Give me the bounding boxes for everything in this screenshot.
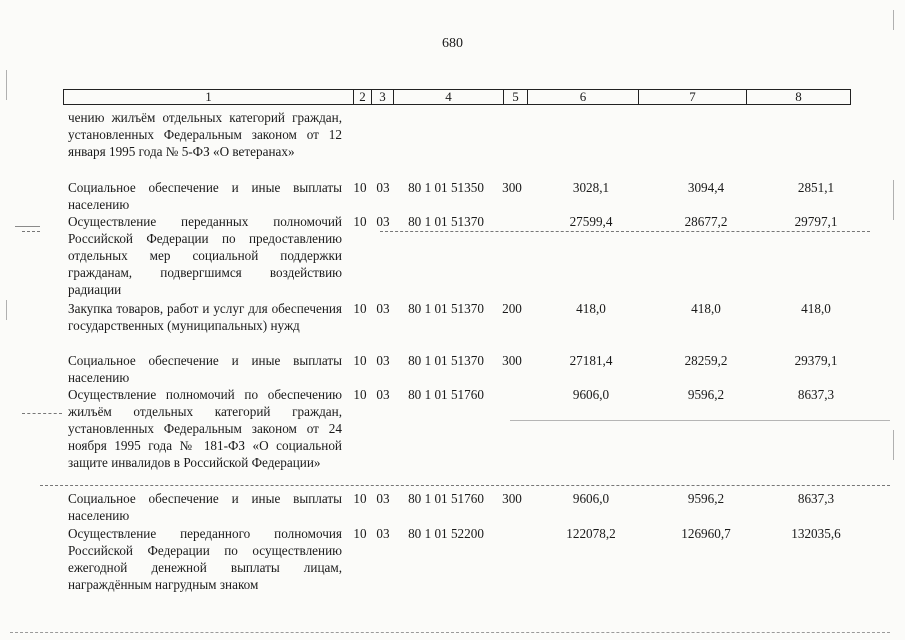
cell-col6: 27181,4 [569,353,613,368]
cell-section: 10 [353,180,367,195]
scan-mark [893,180,894,220]
cell-col8: 29797,1 [794,214,838,229]
cell-target-article: 80 1 01 51370 [408,214,484,229]
cell-col7: 418,0 [691,301,721,316]
row-description: Социальное обеспечение и иные выплаты населению [68,353,342,385]
cell-subsection: 03 [376,491,390,506]
scan-mark [6,70,7,100]
cell-section: 10 [353,526,367,541]
cell-col6: 418,0 [576,301,606,316]
cell-subsection: 03 [376,180,390,195]
cell-col7: 28259,2 [684,353,728,368]
cell-target-article: 80 1 01 51370 [408,353,484,368]
cell-col8: 2851,1 [797,180,835,195]
scan-mark [40,485,890,486]
cell-col7: 9596,2 [687,387,725,402]
cell-col7: 9596,2 [687,491,725,506]
cell-section: 10 [353,214,367,229]
header-cell-5: 5 [504,90,528,104]
cell-col6: 9606,0 [572,387,610,402]
cell-col6: 3028,1 [572,180,610,195]
scan-mark [22,231,40,232]
cell-col8: 8637,3 [797,387,835,402]
header-cell-7: 7 [639,90,747,104]
cell-target-article: 80 1 01 51370 [408,301,484,316]
scan-mark [510,420,890,421]
row-description: Социальное обеспечение и иные выплаты населению [68,180,342,212]
cell-expense-type: 300 [502,353,522,368]
cell-col6: 122078,2 [566,526,616,541]
scan-mark [380,231,870,232]
table-header-row [63,89,851,105]
cell-col7: 126960,7 [681,526,731,541]
header-cell-3: 3 [372,90,394,104]
cell-section: 10 [353,387,367,402]
scan-mark [6,300,7,320]
cell-subsection: 03 [376,526,390,541]
scan-mark [15,226,40,227]
cell-expense-type: 300 [502,491,522,506]
cell-subsection: 03 [376,214,390,229]
cell-expense-type: 200 [502,301,522,316]
header-cell-2: 2 [354,90,372,104]
header-cell-4: 4 [394,90,504,104]
page-number: 680 [442,36,463,51]
scan-mark [893,10,894,30]
scan-mark [10,632,890,633]
cell-target-article: 80 1 01 51760 [408,387,484,402]
header-cell-6: 6 [528,90,639,104]
row-description: Социальное обеспечение и иные выплаты населению [68,491,342,523]
cell-subsection: 03 [376,301,390,316]
cell-section: 10 [353,353,367,368]
cell-col6: 9606,0 [572,491,610,506]
row-description: Закупка товаров, работ и услуг для обеспечения государственных (муниципальных) нужд [68,301,342,333]
row-description: Осуществление переданных полномочий Российской Федерации по предоставлению отдельных мер социальной поддержки гражданам, подвергшимся воздействию радиации [68,214,342,297]
cell-subsection: 03 [376,387,390,402]
cell-target-article: 80 1 01 51350 [408,180,484,195]
row-description: Осуществление переданного полномочия Российской Федерации по осуществлению ежегодной денежной выплаты лицам, награждённым нагрудным знаком [68,526,342,592]
cell-col8: 8637,3 [797,491,835,506]
cell-col7: 3094,4 [687,180,725,195]
cell-col8: 132035,6 [791,526,841,541]
cell-section: 10 [353,301,367,316]
header-cell-1: 1 [64,90,354,104]
row-description: Осуществление полномочий по обеспечению жилъём отдельных категорий граждан, установленных Федеральным законом от 24 ноября 1995 года № 181-ФЗ «О социальной защите инвалидов в Российской Федерации» [68,387,342,470]
row-description: чению жилъём отдельных категорий граждан, установленных Федеральным законом от 12 января 1995 года № 5-ФЗ «О ветеранах» [68,110,342,159]
cell-target-article: 80 1 01 52200 [408,526,484,541]
cell-section: 10 [353,491,367,506]
cell-target-article: 80 1 01 51760 [408,491,484,506]
cell-subsection: 03 [376,353,390,368]
scan-mark [22,413,62,414]
scan-mark [893,430,894,460]
cell-col6: 27599,4 [569,214,613,229]
cell-col7: 28677,2 [684,214,728,229]
cell-expense-type: 300 [502,180,522,195]
cell-col8: 418,0 [801,301,831,316]
header-cell-8: 8 [795,89,802,104]
cell-col8: 29379,1 [794,353,838,368]
